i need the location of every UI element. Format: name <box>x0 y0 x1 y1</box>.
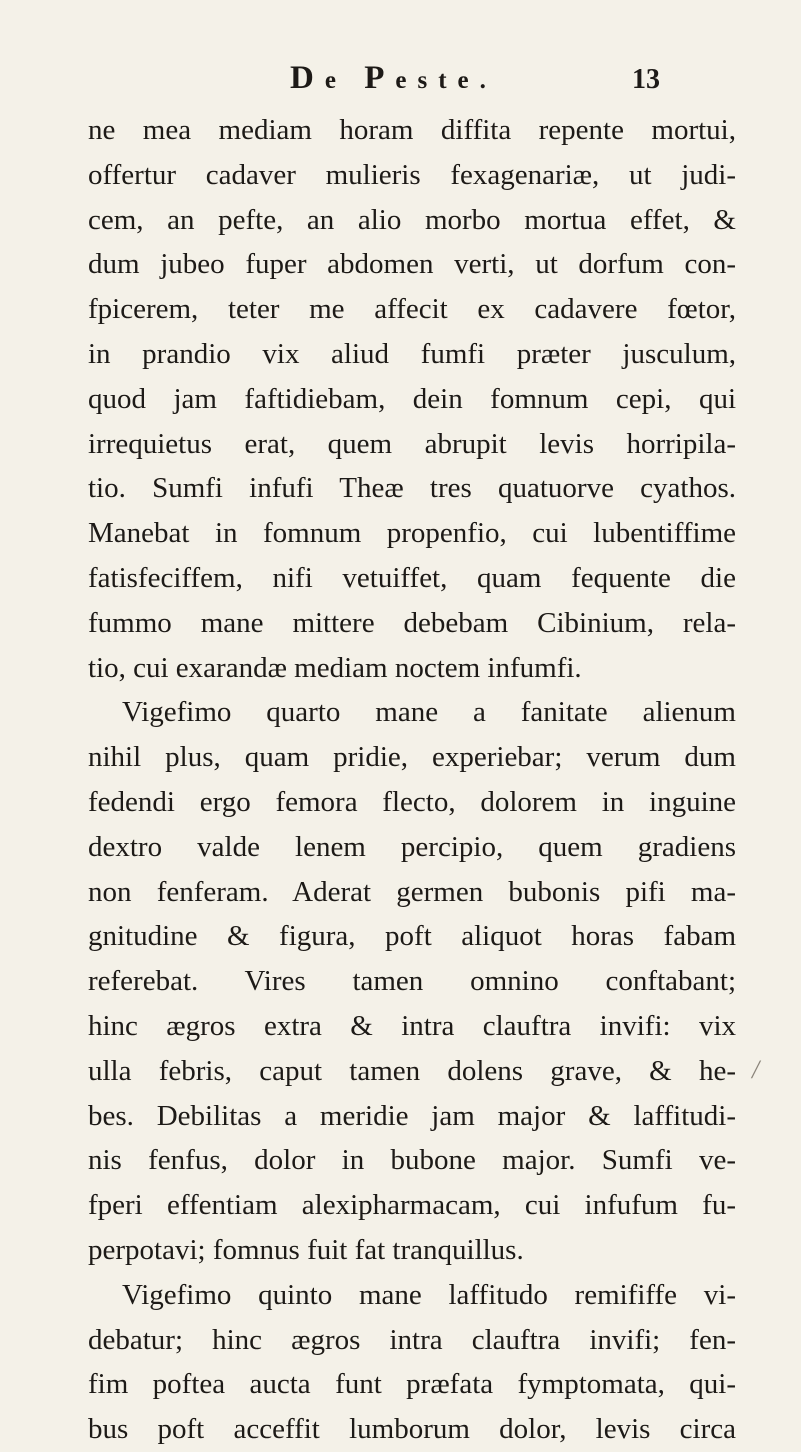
text-line: fatisfeciffem, nifi vetuiffet, quam fequente die <box>88 561 736 594</box>
text-line: ulla febris, caput tamen dolens grave, & he- <box>88 1054 736 1087</box>
running-head <box>0 60 801 110</box>
text-line: dum jubeo fuper abdomen verti, ut dorfum con- <box>88 248 736 281</box>
text-line: nis fenfus, dolor in bubone major. Sumfi ve- <box>88 1144 736 1177</box>
text-line: debatur; hinc ægros intra clauftra invifi; fen- <box>88 1323 736 1356</box>
text-line: referebat. Vires tamen omnino conftabant; <box>88 965 736 998</box>
title-initial-d: D <box>290 60 325 96</box>
paragraph-start-line: Vigefimo quinto mane laffitudo remififfe vi- <box>122 1278 736 1311</box>
text-line: tio, cui exarandæ mediam noctem infumfi. <box>88 651 582 684</box>
margin-mark: / <box>752 1055 760 1084</box>
text-line: fummo mane mittere debebam Cibinium, rela- <box>88 606 736 639</box>
text-line: fim poftea aucta funt præfata fymptomata, qui- <box>88 1368 736 1401</box>
body-text <box>88 108 736 1452</box>
text-line: fpicerem, teter me affecit ex cadavere fœtor, <box>88 293 736 326</box>
text-line: bus poft acceffit lumborum dolor, levis circa <box>88 1413 736 1446</box>
text-line: in prandio vix aliud fumfi præter jusculum, <box>88 337 736 370</box>
title-part-1: e <box>324 67 365 94</box>
running-title <box>290 60 497 97</box>
text-line: quod jam faftidiebam, dein fomnum cepi, qui <box>88 382 736 415</box>
text-line: dextro valde lenem percipio, quem gradiens <box>88 830 736 863</box>
text-line: ne mea mediam horam diffita repente mortui, <box>88 114 736 146</box>
paragraph-start-line: Vigefimo quarto mane a fanitate alienum <box>122 696 736 729</box>
text-line: fedendi ergo femora flecto, dolorem in inguine <box>88 785 736 818</box>
text-line: gnitudine & figura, poft aliquot horas fabam <box>88 920 736 953</box>
text-line: hinc ægros extra & intra clauftra invifi: vix <box>88 1009 736 1042</box>
text-line: cem, an pefte, an alio morbo mortua effet, & <box>88 203 736 236</box>
text-line: fperi effentiam alexipharmacam, cui infufum fu- <box>88 1189 736 1222</box>
text-line: Manebat in fomnum propenfio, cui lubentiffime <box>88 517 736 550</box>
text-line: perpotavi; fomnus fuit fat tranquillus. <box>88 1233 524 1266</box>
text-line: irrequietus erat, quem abrupit levis horripila- <box>88 427 736 460</box>
text-line: bes. Debilitas a meridie jam major & laffitudi- <box>88 1099 736 1132</box>
text-line: tio. Sumfi infufi Theæ tres quatuorve cyathos. <box>88 472 736 505</box>
text-line: non fenferam. Aderat germen bubonis pifi ma- <box>88 875 736 908</box>
title-part-2: este. <box>395 67 497 94</box>
text-line: nihil plus, quam pridie, experiebar; verum dum <box>88 741 736 774</box>
title-initial-p: P <box>364 60 396 96</box>
text-line: offertur cadaver mulieris fexagenariæ, ut judi- <box>88 158 736 191</box>
page-number: 13 <box>632 64 660 95</box>
